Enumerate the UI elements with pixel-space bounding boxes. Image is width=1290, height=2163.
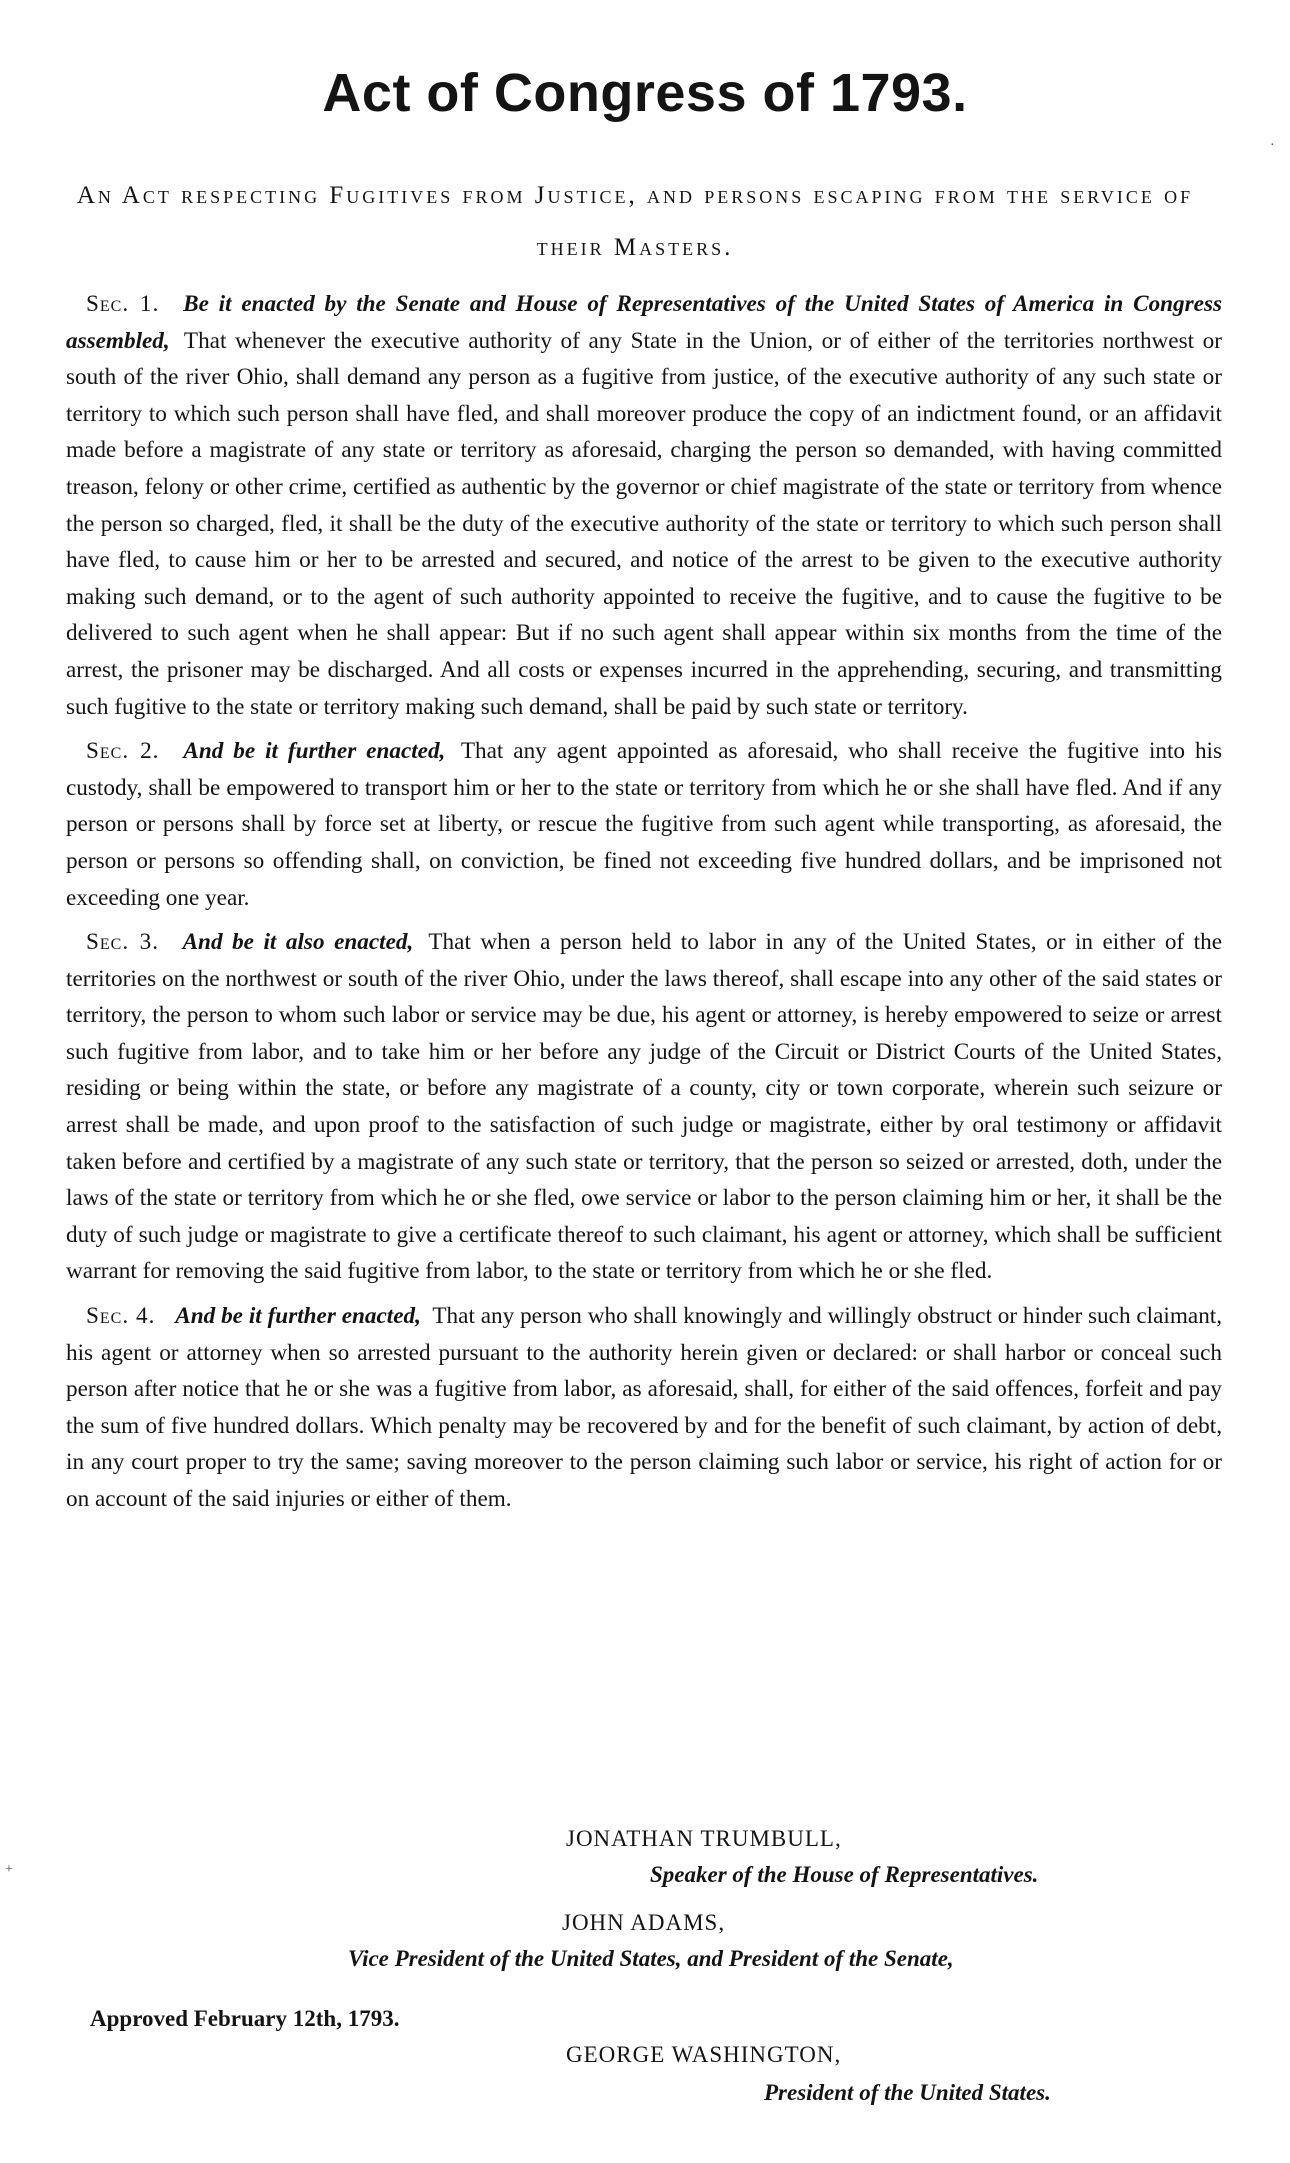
section-text: That any agent appointed as aforesaid, who shall receive the fugitive into his custody, shall be empowered to transport him or her to the state or territory from which he or she shall have fled. And if any person or persons shall by force set at liberty, or rescue the fugitive from such agent while transporting, as aforesaid, the person or persons so offending shall, on conviction, be fined not exceeding five hundred dollars, and be imprisoned not exceeding one year. <box>66 738 1223 911</box>
print-speck-mark: · <box>1270 138 1275 153</box>
section-text: That when a person held to labor in any of the United States, or in either of the territories on the northwest or south of the river Ohio, under the laws thereof, shall escape into any other of the said states or territory, the person to whom such labor or service may be due, his agent or attorney, is hereby empowered to seize or arrest such fugitive from labor, and to take him or her before any judge of the Circuit or District Courts of the United States, residing or being within the state, or before any magistrate of a county, city or town corporate, wherein such seizure or arrest shall be made, and upon proof to the satisfaction of such judge or magistrate, either by oral testimony or affidavit taken before and certified by a magistrate of any such state or territory, that the person so seized or arrested, doth, under the laws of the state or territory from which he or she fled, owe service or labor to the person claiming him or her, it shall be the duty of such judge or magistrate to give a certificate thereof to such claimant, his agent or attorney, which shall be sufficient warrant for removing the said fugitive from labor, to the state or territory from which he or she fled. <box>66 929 1222 1285</box>
signatory-title-vice-president: Vice President of the United States, and President of the Senate, <box>348 1946 954 1971</box>
print-speck-mark: + <box>5 1862 13 1877</box>
section-1 <box>66 286 1222 725</box>
signatory-title-speaker: Speaker of the House of Representatives. <box>650 1862 1039 1887</box>
signatory-name-vice-president: JOHN ADAMS, <box>562 1910 726 1935</box>
section-3 <box>66 924 1222 1290</box>
document-subtitle: An Act respecting Fugitives from Justice, and persons escaping from the service of their Masters. <box>76 182 1194 261</box>
signatory-title-president: President of the United States. <box>764 2080 1051 2105</box>
section-4 <box>66 1298 1222 1518</box>
document-title: Act of Congress of 1793. <box>322 63 968 123</box>
section-label: Sec. 3. <box>86 929 160 956</box>
approval-date: Approved February 12th, 1793. <box>90 2006 400 2031</box>
section-enacting-clause: And be it also enacted, <box>182 929 414 956</box>
section-2 <box>66 733 1222 916</box>
document-body <box>66 286 1222 1526</box>
signatory-name-speaker: JONATHAN TRUMBULL, <box>566 1826 842 1851</box>
section-label: Sec. 2. <box>86 738 160 765</box>
section-label: Sec. 1. <box>86 291 160 317</box>
section-label: Sec. 4. <box>86 1303 156 1330</box>
signatory-name-president: GEORGE WASHINGTON, <box>566 2042 842 2067</box>
section-text: That any person who shall knowingly and willingly obstruct or hinder such claimant, his agent or attorney when so arrested pursuant to the authority herein given or declared: or shall harbor or conceal such person after notice that he or she was a fugitive from labor, as aforesaid, shall, for either of the said offences, forfeit and pay the sum of five hundred dollars. Which penalty may be recovered by and for the benefit of such claimant, by action of debt, in any court proper to try the same; saving moreover to the person claiming such labor or service, his right of action for or on account of the said injuries or either of them. <box>66 1303 1223 1512</box>
section-text: That whenever the executive authority of any State in the Union, or of either of the territories northwest or south of the river Ohio, shall demand any person as a fugitive from justice, of the executive authority of any such state or territory to which such person shall have fled, and shall moreover produce the copy of an indictment found, or an affidavit made before a magistrate of any state or territory as aforesaid, charging the person so demanded, with having committed treason, felony or other crime, certified as authentic by the governor or chief magistrate of the state or territory from whence the person so charged, fled, it shall be the duty of the executive authority of the state or territory to which such person shall have fled, to cause him or her to be arrested and secured, and notice of the arrest to be given to the executive authority making such demand, or to the agent of such authority appointed to receive the fugitive, and to cause the fugitive to be delivered to such agent when he shall appear: But if no such agent shall appear within six months from the time of the arrest, the prisoner may be discharged. And all costs or expenses incurred in the apprehending, securing, and transmitting such fugitive to the state or territory making such demand, shall be paid by such state or territory. <box>66 327 1222 720</box>
section-enacting-clause: Be it enacted by the Senate and House of Representatives of the United States of America in Congress assembled, <box>66 291 1223 354</box>
section-enacting-clause: And be it further enacted, <box>183 738 446 765</box>
section-enacting-clause: And be it further enacted, <box>175 1303 421 1330</box>
